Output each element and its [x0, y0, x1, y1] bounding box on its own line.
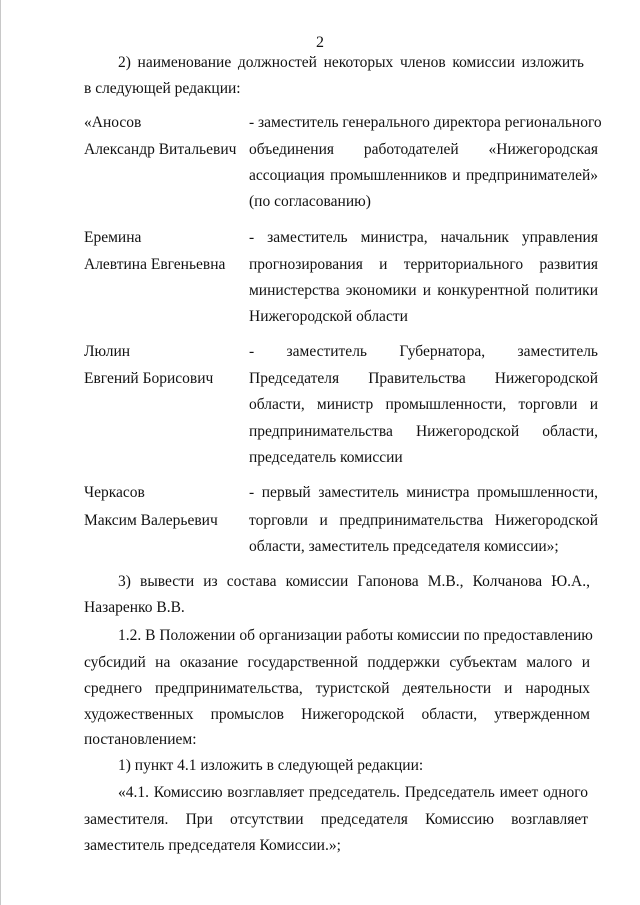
member-position-line: - заместитель министра, начальник управления [249, 229, 598, 246]
page-number: 2 [316, 34, 324, 51]
member-given-name: Алевтина Евгеньевна [84, 256, 226, 273]
member-position-line: предпринимательства Нижегородской области, [249, 423, 598, 440]
member-surname: Люлин [84, 343, 131, 360]
member-position-line: - заместитель Губернатора, заместитель [249, 343, 598, 360]
section12-line: постановлением: [84, 731, 197, 748]
member-given-name: Максим Валерьевич [84, 512, 218, 529]
member-position-line: министерства экономики и конкурентной политики [249, 282, 598, 299]
item3-line2: Назаренко В.В. [84, 599, 185, 616]
member-position-line: объединения работодателей «Нижегородская [249, 141, 598, 158]
section12-line: 1.2. В Положении об организации работы комиссии по предоставлению [118, 627, 593, 644]
quote41-line: заместитель председателя Комиссии.»; [84, 837, 341, 854]
member-given-name: Евгений Борисович [84, 370, 214, 387]
member-position-line: Нижегородской области [249, 308, 408, 325]
member-position-line: - заместитель генерального директора регионального [249, 114, 602, 131]
member-position-line: области, министр промышленности, торговли и [249, 396, 598, 413]
section12-line: субсидий на оказание государственной поддержки субъектам малого и [84, 654, 590, 671]
member-position-line: - первый заместитель министра промышленности, [249, 484, 598, 501]
member-position-line: прогнозирования и территориального развития [249, 256, 598, 273]
member-position-line: торговли и предпринимательства Нижегородской [249, 512, 598, 529]
section12-line: художественных промыслов Нижегородской области, утвержденном [84, 706, 590, 723]
subitem1-line: 1) пункт 4.1 изложить в следующей редакции: [118, 757, 424, 774]
member-surname: Черкасов [84, 484, 145, 501]
section12-line: среднего предпринимательства, туристской деятельности и народных [84, 680, 590, 697]
item3-line1: 3) вывести из состава комиссии Гапонова М.В., Колчанова Ю.А., [118, 573, 590, 590]
member-surname: Еремина [84, 229, 142, 246]
member-surname: «Аносов [84, 114, 142, 131]
item2-line1: 2) наименование должностей некоторых членов комиссии изложить [118, 54, 584, 71]
member-given-name: Александр Витальевич [84, 141, 237, 158]
member-position-line: председатель комиссии [249, 449, 403, 466]
member-position-line: области, заместитель председателя комиссии»; [249, 538, 559, 555]
member-position-line: (по согласованию) [249, 193, 371, 210]
item2-line2: в следующей редакции: [84, 80, 241, 97]
quote41-line: заместителя. При отсутствии председателя Комиссию возглавляет [84, 811, 588, 828]
quote41-line: «4.1. Комиссию возглавляет председатель. Председатель имеет одного [118, 784, 588, 801]
member-position-line: Председателя Правительства Нижегородской [249, 370, 598, 387]
member-position-line: ассоциация промышленников и предпринимателей» [249, 167, 598, 184]
page-edge-line [0, 0, 1, 905]
